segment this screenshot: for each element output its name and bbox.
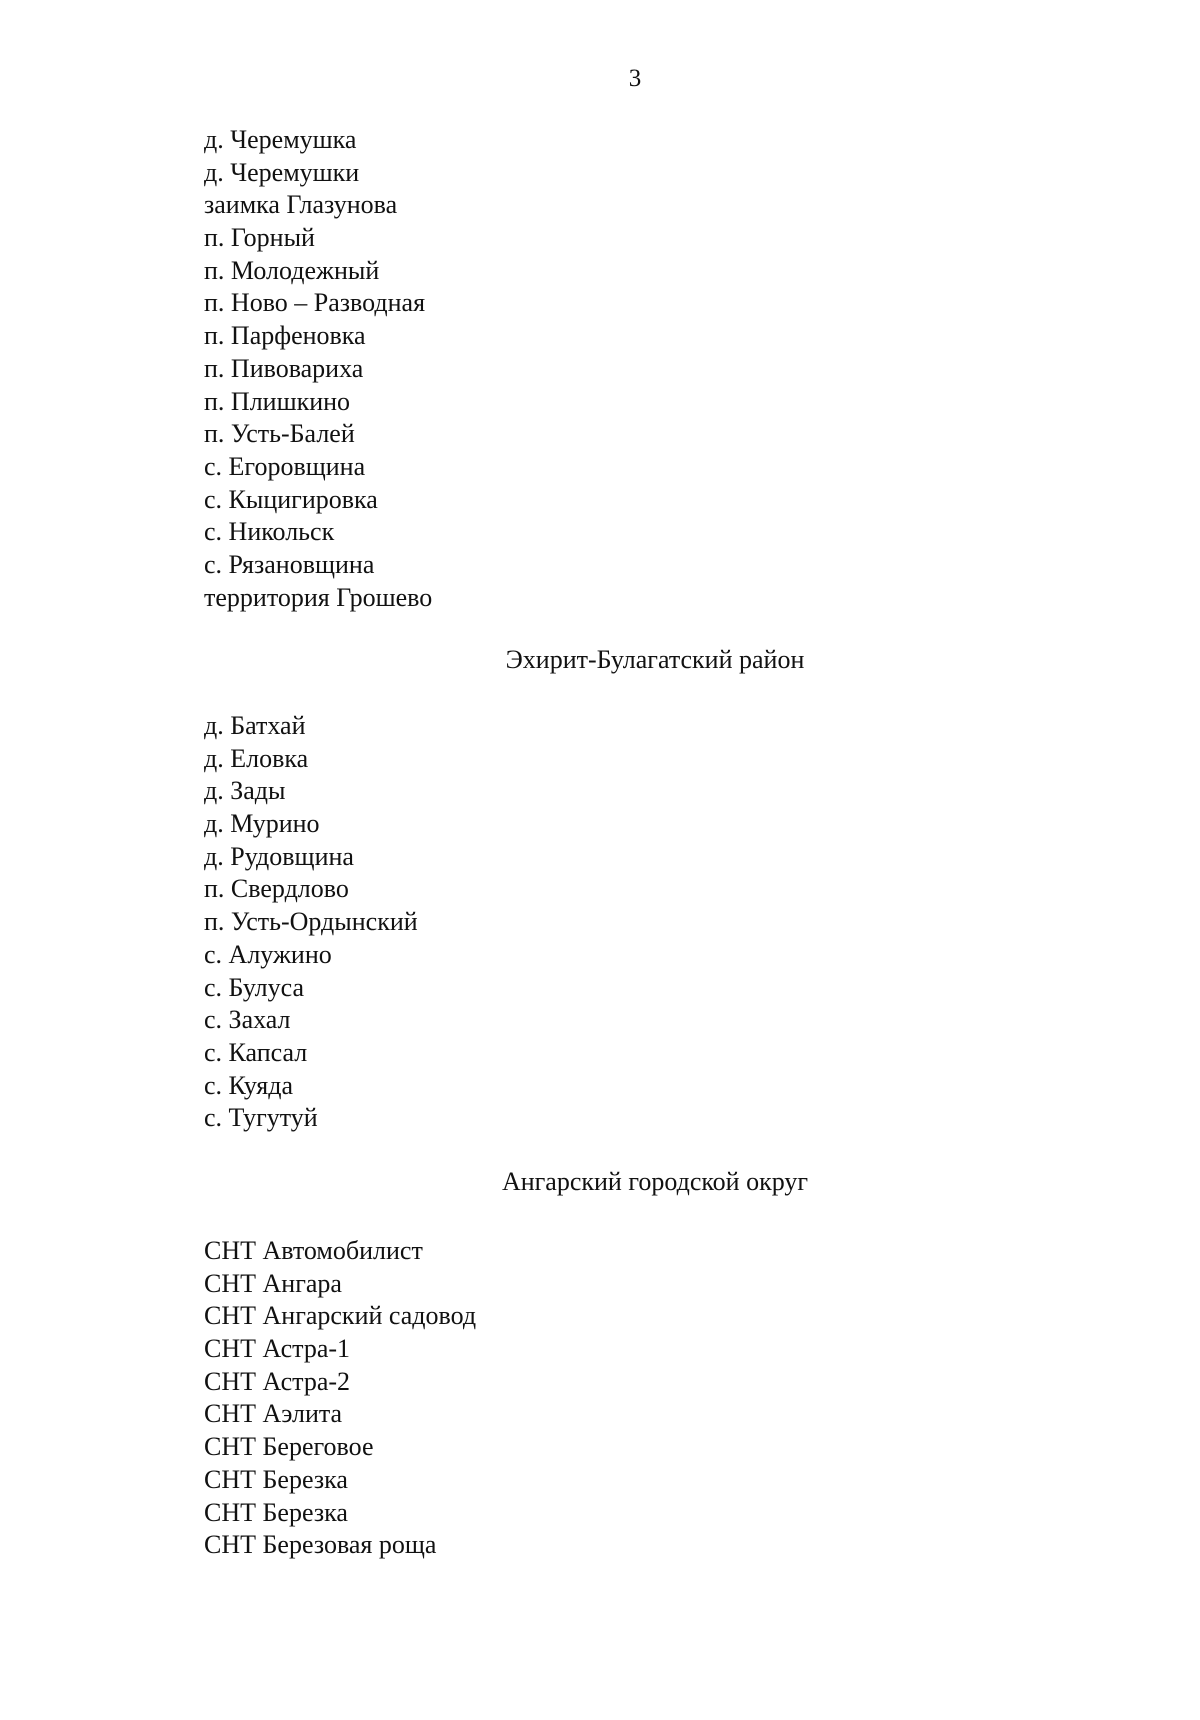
list-item: с. Капсал xyxy=(204,1037,308,1067)
list-item: СНТ Астра-2 xyxy=(204,1366,351,1396)
list-item: п. Горный xyxy=(204,223,315,253)
settlement-list-ekhirit-bulagatsky xyxy=(204,710,418,1135)
list-item: с. Егоровщина xyxy=(204,451,366,481)
list-item: с. Тугутуй xyxy=(204,1103,318,1133)
list-item: с. Куяда xyxy=(204,1070,294,1100)
list-item: д. Батхай xyxy=(204,711,306,740)
list-item: п. Молодежный xyxy=(204,255,380,285)
list-item: п. Усть-Ордынский xyxy=(204,907,418,937)
list-item: п. Пивовариха xyxy=(204,353,364,383)
list-item: территория Грошево xyxy=(204,582,433,612)
list-item: с. Рязановщина xyxy=(204,549,375,579)
list-item: с. Кыцигировка xyxy=(204,484,378,514)
list-item: СНТ Березовая роща xyxy=(204,1530,437,1560)
section-heading-ekhirit-bulagatsky: Эхирит-Булагатский район xyxy=(505,645,805,674)
list-item: заимка Глазунова xyxy=(204,190,398,220)
list-item: СНТ Березка xyxy=(204,1464,348,1494)
section-heading-angarsky: Ангарский городской округ xyxy=(501,1167,809,1196)
list-item: п. Усть-Балей xyxy=(204,419,355,449)
list-item: СНТ Астра-1 xyxy=(204,1334,351,1364)
list-item: с. Захал xyxy=(204,1005,291,1035)
list-item: СНТ Автомобилист xyxy=(204,1236,423,1265)
list-item: п. Свердлово xyxy=(204,874,349,904)
list-item: СНТ Ангарский садовод xyxy=(204,1301,477,1331)
settlement-list-continued xyxy=(204,124,432,614)
list-item: д. Зады xyxy=(204,776,286,806)
list-item: СНТ Ангара xyxy=(204,1268,342,1298)
list-item: п. Плишкино xyxy=(204,386,351,416)
list-item: СНТ Береговое xyxy=(204,1432,374,1462)
list-item: п. Парфеновка xyxy=(204,321,366,351)
list-item: с. Алужино xyxy=(204,939,332,969)
list-item: СНТ Березка xyxy=(204,1497,348,1527)
list-item: п. Ново – Разводная xyxy=(204,288,426,318)
list-item: д. Черемушки xyxy=(204,157,360,187)
list-item: с. Никольск xyxy=(204,517,335,547)
list-item: д. Еловка xyxy=(204,743,309,773)
list-item: д. Черемушка xyxy=(204,125,357,154)
list-item: д. Мурино xyxy=(204,809,320,839)
list-item: д. Рудовщина xyxy=(204,841,354,871)
list-item: СНТ Аэлита xyxy=(204,1399,343,1429)
list-item: с. Булуса xyxy=(204,972,305,1002)
page-number: 3 xyxy=(628,65,642,92)
settlement-list-angarsky xyxy=(204,1235,476,1562)
